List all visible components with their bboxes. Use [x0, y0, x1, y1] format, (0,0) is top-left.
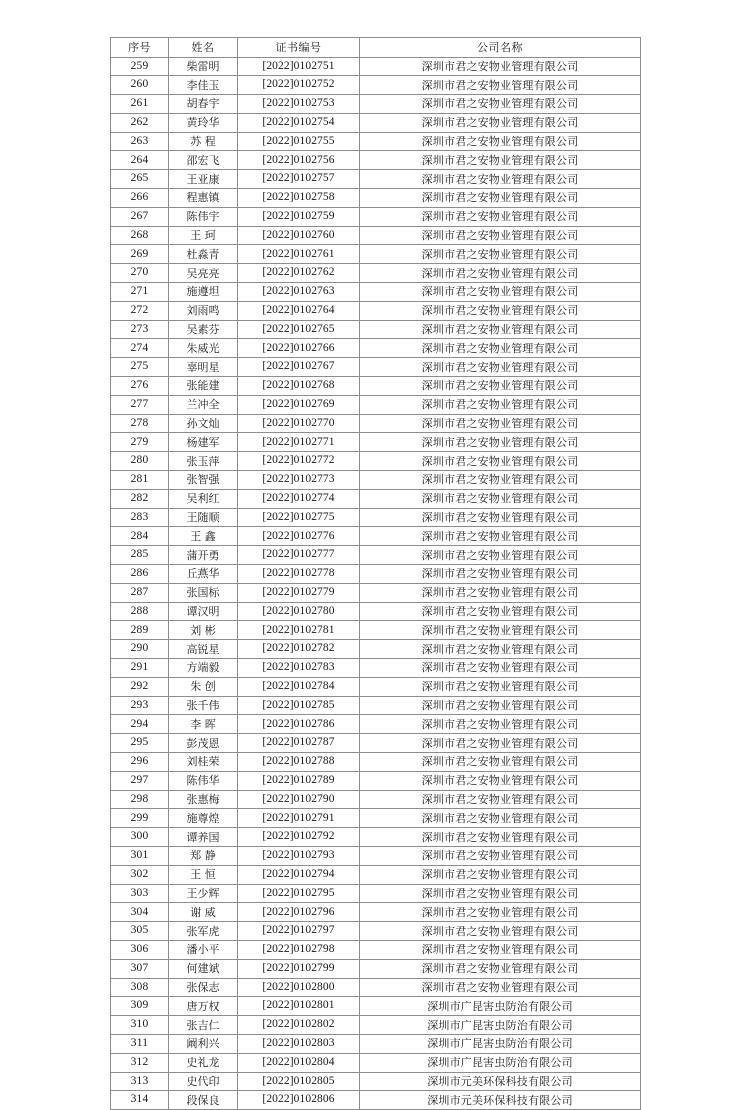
cell-company-name: 深圳市元美环保科技有限公司 — [360, 1072, 641, 1091]
cell-sequence: 302 — [111, 865, 169, 884]
cell-company-name: 深圳市君之安物业管理有限公司 — [360, 790, 641, 809]
cell-name: 柴雷明 — [169, 57, 238, 76]
table-row — [111, 170, 641, 189]
cell-name: 潘小平 — [169, 940, 238, 959]
table-row — [111, 1053, 641, 1072]
cell-name: 刘桂荣 — [169, 752, 238, 771]
cell-sequence: 278 — [111, 414, 169, 433]
cell-company-name: 深圳市元美环保科技有限公司 — [360, 1091, 641, 1110]
cell-name: 张军虎 — [169, 922, 238, 941]
cell-name: 刘 彬 — [169, 621, 238, 640]
table-row — [111, 508, 641, 527]
table-row — [111, 997, 641, 1016]
cell-certificate-number: [2022]0102770 — [238, 414, 360, 433]
cell-sequence: 281 — [111, 471, 169, 490]
table-row — [111, 189, 641, 208]
cell-name: 段保良 — [169, 1091, 238, 1110]
cell-certificate-number: [2022]0102803 — [238, 1034, 360, 1053]
table-row — [111, 1016, 641, 1035]
cell-certificate-number: [2022]0102783 — [238, 659, 360, 678]
cell-name: 吴亮亮 — [169, 264, 238, 283]
cell-sequence: 284 — [111, 527, 169, 546]
cell-sequence: 314 — [111, 1091, 169, 1110]
cell-certificate-number: [2022]0102755 — [238, 132, 360, 151]
cell-name: 吴素芬 — [169, 320, 238, 339]
cell-name: 李佳玉 — [169, 76, 238, 95]
cell-certificate-number: [2022]0102758 — [238, 189, 360, 208]
cell-name: 张智强 — [169, 471, 238, 490]
column-header-name: 姓名 — [169, 38, 238, 58]
cell-name: 郑 静 — [169, 846, 238, 865]
cell-company-name: 深圳市君之安物业管理有限公司 — [360, 809, 641, 828]
cell-certificate-number: [2022]0102790 — [238, 790, 360, 809]
table-header-row — [111, 38, 641, 58]
cell-sequence: 272 — [111, 301, 169, 320]
table-row — [111, 865, 641, 884]
cell-sequence: 288 — [111, 602, 169, 621]
cell-certificate-number: [2022]0102804 — [238, 1053, 360, 1072]
cell-certificate-number: [2022]0102759 — [238, 207, 360, 226]
table-row — [111, 471, 641, 490]
cell-certificate-number: [2022]0102782 — [238, 640, 360, 659]
cell-company-name: 深圳市君之安物业管理有限公司 — [360, 677, 641, 696]
cell-company-name: 深圳市君之安物业管理有限公司 — [360, 546, 641, 565]
cell-sequence: 289 — [111, 621, 169, 640]
table-row — [111, 1072, 641, 1091]
table-row — [111, 546, 641, 565]
cell-company-name: 深圳市君之安物业管理有限公司 — [360, 471, 641, 490]
cell-company-name: 深圳市君之安物业管理有限公司 — [360, 301, 641, 320]
cell-sequence: 262 — [111, 113, 169, 132]
cell-company-name: 深圳市君之安物业管理有限公司 — [360, 320, 641, 339]
cell-sequence: 263 — [111, 132, 169, 151]
cell-sequence: 313 — [111, 1072, 169, 1091]
cell-company-name: 深圳市广昆害虫防治有限公司 — [360, 1016, 641, 1035]
cell-certificate-number: [2022]0102798 — [238, 940, 360, 959]
cell-certificate-number: [2022]0102799 — [238, 959, 360, 978]
cell-certificate-number: [2022]0102760 — [238, 226, 360, 245]
cell-certificate-number: [2022]0102788 — [238, 752, 360, 771]
cell-certificate-number: [2022]0102806 — [238, 1091, 360, 1110]
cell-name: 王亚康 — [169, 170, 238, 189]
cell-certificate-number: [2022]0102761 — [238, 245, 360, 264]
cell-sequence: 260 — [111, 76, 169, 95]
cell-sequence: 299 — [111, 809, 169, 828]
table-row — [111, 922, 641, 941]
cell-company-name: 深圳市君之安物业管理有限公司 — [360, 207, 641, 226]
cell-name: 陈伟宇 — [169, 207, 238, 226]
table-row — [111, 940, 641, 959]
cell-name: 王 恒 — [169, 865, 238, 884]
table-row — [111, 339, 641, 358]
cell-name: 王 珂 — [169, 226, 238, 245]
cell-company-name: 深圳市君之安物业管理有限公司 — [360, 734, 641, 753]
cell-certificate-number: [2022]0102769 — [238, 395, 360, 414]
cell-company-name: 深圳市君之安物业管理有限公司 — [360, 414, 641, 433]
cell-company-name: 深圳市君之安物业管理有限公司 — [360, 602, 641, 621]
cell-sequence: 303 — [111, 884, 169, 903]
cell-company-name: 深圳市君之安物业管理有限公司 — [360, 959, 641, 978]
table-row — [111, 395, 641, 414]
cell-certificate-number: [2022]0102753 — [238, 95, 360, 114]
cell-certificate-number: [2022]0102752 — [238, 76, 360, 95]
cell-company-name: 深圳市君之安物业管理有限公司 — [360, 95, 641, 114]
cell-company-name: 深圳市君之安物业管理有限公司 — [360, 771, 641, 790]
cell-company-name: 深圳市广昆害虫防治有限公司 — [360, 1053, 641, 1072]
cell-company-name: 深圳市君之安物业管理有限公司 — [360, 489, 641, 508]
table-row — [111, 565, 641, 584]
cell-certificate-number: [2022]0102763 — [238, 283, 360, 302]
table-row — [111, 903, 641, 922]
cell-name: 王少辉 — [169, 884, 238, 903]
cell-certificate-number: [2022]0102791 — [238, 809, 360, 828]
cell-name: 谭汉明 — [169, 602, 238, 621]
table-row — [111, 414, 641, 433]
cell-certificate-number: [2022]0102793 — [238, 846, 360, 865]
cell-name: 孙文灿 — [169, 414, 238, 433]
cell-name: 阚利兴 — [169, 1034, 238, 1053]
cell-name: 黄玲华 — [169, 113, 238, 132]
cell-name: 张惠梅 — [169, 790, 238, 809]
cell-sequence: 270 — [111, 264, 169, 283]
cell-company-name: 深圳市君之安物业管理有限公司 — [360, 696, 641, 715]
cell-company-name: 深圳市君之安物业管理有限公司 — [360, 940, 641, 959]
cell-sequence: 290 — [111, 640, 169, 659]
cell-company-name: 深圳市君之安物业管理有限公司 — [360, 903, 641, 922]
table-row — [111, 358, 641, 377]
cell-certificate-number: [2022]0102766 — [238, 339, 360, 358]
cell-name: 张玉萍 — [169, 452, 238, 471]
cell-certificate-number: [2022]0102768 — [238, 377, 360, 396]
cell-name: 张国标 — [169, 583, 238, 602]
cell-company-name: 深圳市君之安物业管理有限公司 — [360, 865, 641, 884]
cell-name: 张吉仁 — [169, 1016, 238, 1035]
cell-certificate-number: [2022]0102767 — [238, 358, 360, 377]
table-row — [111, 846, 641, 865]
table-row — [111, 790, 641, 809]
table-row — [111, 734, 641, 753]
table-row — [111, 320, 641, 339]
table-header — [111, 38, 641, 58]
table-row — [111, 621, 641, 640]
table-row — [111, 1091, 641, 1110]
cell-certificate-number: [2022]0102784 — [238, 677, 360, 696]
cell-sequence: 267 — [111, 207, 169, 226]
cell-name: 吴利红 — [169, 489, 238, 508]
cell-company-name: 深圳市君之安物业管理有限公司 — [360, 621, 641, 640]
cell-sequence: 296 — [111, 752, 169, 771]
cell-name: 邵宏飞 — [169, 151, 238, 170]
cell-company-name: 深圳市君之安物业管理有限公司 — [360, 527, 641, 546]
cell-sequence: 312 — [111, 1053, 169, 1072]
cell-name: 彭茂恩 — [169, 734, 238, 753]
cell-name: 张能建 — [169, 377, 238, 396]
cell-company-name: 深圳市君之安物业管理有限公司 — [360, 170, 641, 189]
table-row — [111, 696, 641, 715]
cell-name: 谢 威 — [169, 903, 238, 922]
table-row — [111, 715, 641, 734]
cell-company-name: 深圳市君之安物业管理有限公司 — [360, 189, 641, 208]
cell-company-name: 深圳市君之安物业管理有限公司 — [360, 264, 641, 283]
cell-certificate-number: [2022]0102773 — [238, 471, 360, 490]
cell-sequence: 306 — [111, 940, 169, 959]
cell-sequence: 266 — [111, 189, 169, 208]
cell-certificate-number: [2022]0102786 — [238, 715, 360, 734]
cell-certificate-number: [2022]0102778 — [238, 565, 360, 584]
cell-company-name: 深圳市君之安物业管理有限公司 — [360, 922, 641, 941]
cell-sequence: 271 — [111, 283, 169, 302]
cell-certificate-number: [2022]0102787 — [238, 734, 360, 753]
cell-certificate-number: [2022]0102762 — [238, 264, 360, 283]
cell-certificate-number: [2022]0102780 — [238, 602, 360, 621]
cell-company-name: 深圳市君之安物业管理有限公司 — [360, 640, 641, 659]
cell-name: 李 晖 — [169, 715, 238, 734]
cell-certificate-number: [2022]0102792 — [238, 828, 360, 847]
cell-name: 苏 程 — [169, 132, 238, 151]
cell-certificate-number: [2022]0102800 — [238, 978, 360, 997]
cell-company-name: 深圳市君之安物业管理有限公司 — [360, 884, 641, 903]
cell-name: 杜淼青 — [169, 245, 238, 264]
column-header-certificate-number: 证书编号 — [238, 38, 360, 58]
table-row — [111, 752, 641, 771]
cell-sequence: 300 — [111, 828, 169, 847]
table-row — [111, 527, 641, 546]
cell-certificate-number: [2022]0102796 — [238, 903, 360, 922]
cell-name: 史礼龙 — [169, 1053, 238, 1072]
table-row — [111, 226, 641, 245]
cell-name: 唐万权 — [169, 997, 238, 1016]
table-row — [111, 828, 641, 847]
cell-sequence: 291 — [111, 659, 169, 678]
cell-sequence: 293 — [111, 696, 169, 715]
cell-company-name: 深圳市君之安物业管理有限公司 — [360, 659, 641, 678]
cell-name: 蒲开勇 — [169, 546, 238, 565]
cell-sequence: 307 — [111, 959, 169, 978]
cell-name: 兰冲全 — [169, 395, 238, 414]
cell-company-name: 深圳市君之安物业管理有限公司 — [360, 752, 641, 771]
cell-name: 辜明星 — [169, 358, 238, 377]
cell-name: 张千伟 — [169, 696, 238, 715]
cell-certificate-number: [2022]0102781 — [238, 621, 360, 640]
cell-sequence: 301 — [111, 846, 169, 865]
table-row — [111, 207, 641, 226]
cell-company-name: 深圳市君之安物业管理有限公司 — [360, 846, 641, 865]
cell-sequence: 269 — [111, 245, 169, 264]
table-row — [111, 659, 641, 678]
table-row — [111, 489, 641, 508]
column-header-company-name: 公司名称 — [360, 38, 641, 58]
column-header-sequence: 序号 — [111, 38, 169, 58]
table-row — [111, 95, 641, 114]
cell-certificate-number: [2022]0102779 — [238, 583, 360, 602]
table-row — [111, 602, 641, 621]
cell-company-name: 深圳市君之安物业管理有限公司 — [360, 57, 641, 76]
cell-sequence: 305 — [111, 922, 169, 941]
cell-sequence: 295 — [111, 734, 169, 753]
cell-certificate-number: [2022]0102757 — [238, 170, 360, 189]
cell-sequence: 297 — [111, 771, 169, 790]
cell-company-name: 深圳市广昆害虫防治有限公司 — [360, 1034, 641, 1053]
cell-sequence: 304 — [111, 903, 169, 922]
cell-certificate-number: [2022]0102797 — [238, 922, 360, 941]
cell-name: 张保志 — [169, 978, 238, 997]
table-row — [111, 151, 641, 170]
cell-certificate-number: [2022]0102802 — [238, 1016, 360, 1035]
cell-sequence: 282 — [111, 489, 169, 508]
table-row — [111, 433, 641, 452]
cell-company-name: 深圳市君之安物业管理有限公司 — [360, 377, 641, 396]
cell-company-name: 深圳市君之安物业管理有限公司 — [360, 583, 641, 602]
cell-certificate-number: [2022]0102772 — [238, 452, 360, 471]
cell-sequence: 310 — [111, 1016, 169, 1035]
cell-sequence: 268 — [111, 226, 169, 245]
cell-name: 丘燕华 — [169, 565, 238, 584]
cell-name: 谭养国 — [169, 828, 238, 847]
cell-company-name: 深圳市君之安物业管理有限公司 — [360, 395, 641, 414]
cell-name: 何建斌 — [169, 959, 238, 978]
cell-sequence: 308 — [111, 978, 169, 997]
cell-sequence: 275 — [111, 358, 169, 377]
cell-sequence: 276 — [111, 377, 169, 396]
cell-certificate-number: [2022]0102795 — [238, 884, 360, 903]
cell-sequence: 274 — [111, 339, 169, 358]
cell-certificate-number: [2022]0102794 — [238, 865, 360, 884]
cell-certificate-number: [2022]0102805 — [238, 1072, 360, 1091]
cell-sequence: 265 — [111, 170, 169, 189]
table-row — [111, 264, 641, 283]
cell-sequence: 286 — [111, 565, 169, 584]
cell-sequence: 287 — [111, 583, 169, 602]
cell-name: 陈伟华 — [169, 771, 238, 790]
cell-name: 方端毅 — [169, 659, 238, 678]
cell-sequence: 285 — [111, 546, 169, 565]
cell-certificate-number: [2022]0102776 — [238, 527, 360, 546]
cell-sequence: 280 — [111, 452, 169, 471]
cell-certificate-number: [2022]0102777 — [238, 546, 360, 565]
table-row — [111, 640, 641, 659]
cell-company-name: 深圳市君之安物业管理有限公司 — [360, 358, 641, 377]
table-row — [111, 245, 641, 264]
cell-sequence: 279 — [111, 433, 169, 452]
table-row — [111, 76, 641, 95]
table-body — [111, 57, 641, 1110]
cell-sequence: 261 — [111, 95, 169, 114]
cell-name: 杨建军 — [169, 433, 238, 452]
cell-sequence: 264 — [111, 151, 169, 170]
cell-company-name: 深圳市君之安物业管理有限公司 — [360, 76, 641, 95]
cell-certificate-number: [2022]0102756 — [238, 151, 360, 170]
table-row — [111, 959, 641, 978]
cell-certificate-number: [2022]0102775 — [238, 508, 360, 527]
cell-sequence: 294 — [111, 715, 169, 734]
cell-company-name: 深圳市君之安物业管理有限公司 — [360, 245, 641, 264]
cell-company-name: 深圳市君之安物业管理有限公司 — [360, 339, 641, 358]
cell-name: 施尊煌 — [169, 809, 238, 828]
cell-company-name: 深圳市君之安物业管理有限公司 — [360, 828, 641, 847]
cell-company-name: 深圳市广昆害虫防治有限公司 — [360, 997, 641, 1016]
cell-sequence: 277 — [111, 395, 169, 414]
cell-name: 朱威光 — [169, 339, 238, 358]
cell-name: 朱 创 — [169, 677, 238, 696]
table-row — [111, 677, 641, 696]
table-row — [111, 583, 641, 602]
cell-certificate-number: [2022]0102764 — [238, 301, 360, 320]
cell-company-name: 深圳市君之安物业管理有限公司 — [360, 715, 641, 734]
cell-certificate-number: [2022]0102774 — [238, 489, 360, 508]
cell-sequence: 311 — [111, 1034, 169, 1053]
cell-name: 施遵坦 — [169, 283, 238, 302]
cell-sequence: 298 — [111, 790, 169, 809]
certificate-roster-table — [110, 37, 641, 1110]
cell-company-name: 深圳市君之安物业管理有限公司 — [360, 565, 641, 584]
cell-sequence: 273 — [111, 320, 169, 339]
cell-sequence: 259 — [111, 57, 169, 76]
table-row — [111, 771, 641, 790]
cell-company-name: 深圳市君之安物业管理有限公司 — [360, 113, 641, 132]
table-row — [111, 57, 641, 76]
cell-name: 刘雨鸣 — [169, 301, 238, 320]
cell-company-name: 深圳市君之安物业管理有限公司 — [360, 433, 641, 452]
table-row — [111, 283, 641, 302]
cell-name: 高锐星 — [169, 640, 238, 659]
table-row — [111, 301, 641, 320]
cell-company-name: 深圳市君之安物业管理有限公司 — [360, 226, 641, 245]
cell-company-name: 深圳市君之安物业管理有限公司 — [360, 452, 641, 471]
table-row — [111, 132, 641, 151]
table-row — [111, 809, 641, 828]
table-row — [111, 978, 641, 997]
cell-company-name: 深圳市君之安物业管理有限公司 — [360, 508, 641, 527]
cell-company-name: 深圳市君之安物业管理有限公司 — [360, 283, 641, 302]
cell-sequence: 309 — [111, 997, 169, 1016]
cell-certificate-number: [2022]0102771 — [238, 433, 360, 452]
cell-certificate-number: [2022]0102801 — [238, 997, 360, 1016]
cell-name: 王随顺 — [169, 508, 238, 527]
table-row — [111, 1034, 641, 1053]
cell-company-name: 深圳市君之安物业管理有限公司 — [360, 151, 641, 170]
cell-certificate-number: [2022]0102785 — [238, 696, 360, 715]
table-row — [111, 884, 641, 903]
cell-certificate-number: [2022]0102765 — [238, 320, 360, 339]
cell-company-name: 深圳市君之安物业管理有限公司 — [360, 978, 641, 997]
cell-certificate-number: [2022]0102751 — [238, 57, 360, 76]
cell-name: 胡春宇 — [169, 95, 238, 114]
cell-sequence: 292 — [111, 677, 169, 696]
cell-name: 程惠镇 — [169, 189, 238, 208]
cell-sequence: 283 — [111, 508, 169, 527]
cell-name: 史代印 — [169, 1072, 238, 1091]
cell-certificate-number: [2022]0102789 — [238, 771, 360, 790]
cell-company-name: 深圳市君之安物业管理有限公司 — [360, 132, 641, 151]
table-row — [111, 452, 641, 471]
table-row — [111, 113, 641, 132]
table-row — [111, 377, 641, 396]
cell-certificate-number: [2022]0102754 — [238, 113, 360, 132]
cell-name: 王 鑫 — [169, 527, 238, 546]
